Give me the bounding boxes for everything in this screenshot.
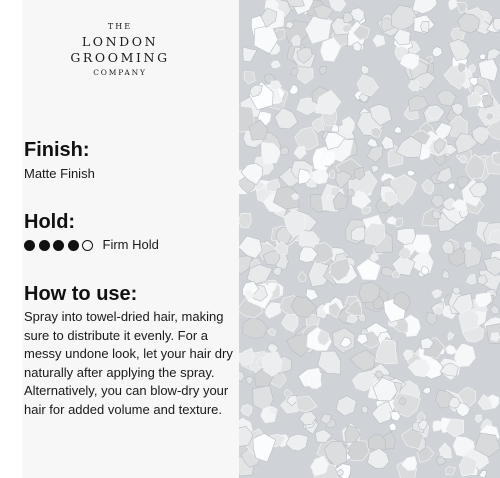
- rating-dot-icon: [68, 240, 79, 251]
- salt-crystal: [287, 0, 304, 7]
- salt-crystal: [421, 21, 430, 32]
- hold-rating: [24, 238, 159, 252]
- rating-dot-icon: [53, 240, 64, 251]
- salt-crystals-icon: [239, 0, 500, 478]
- salt-crystal: [239, 213, 251, 228]
- salt-crystal: [362, 406, 368, 413]
- how-to-use-heading: How to use:: [24, 283, 138, 305]
- logo-line-company: COMPANY: [93, 68, 147, 77]
- hold-label: Firm Hold: [102, 237, 159, 252]
- logo-line-the: THE: [107, 22, 133, 31]
- salt-crystal: [465, 242, 471, 249]
- sea-salt-crystals-image: [239, 0, 500, 478]
- finish-heading: Finish:: [24, 139, 90, 161]
- hold-heading: Hold:: [24, 211, 76, 233]
- brand-logo: [50, 22, 190, 78]
- rating-dot-icon: [39, 240, 50, 251]
- rating-dot-icon: [24, 240, 35, 251]
- how-to-use-text: Spray into towel-dried hair, making sure to distribute it evenly. For a messy undone look, let your hair dry naturally after applying the spray. Alternatively, you can blow-dry your hair for added volume and texture.: [24, 309, 233, 417]
- logo-line-grooming: GROOMING: [70, 50, 170, 65]
- finish-value: Matte Finish: [24, 166, 95, 181]
- rating-dot-icon: [82, 240, 93, 251]
- logo-line-london: LONDON: [81, 34, 159, 49]
